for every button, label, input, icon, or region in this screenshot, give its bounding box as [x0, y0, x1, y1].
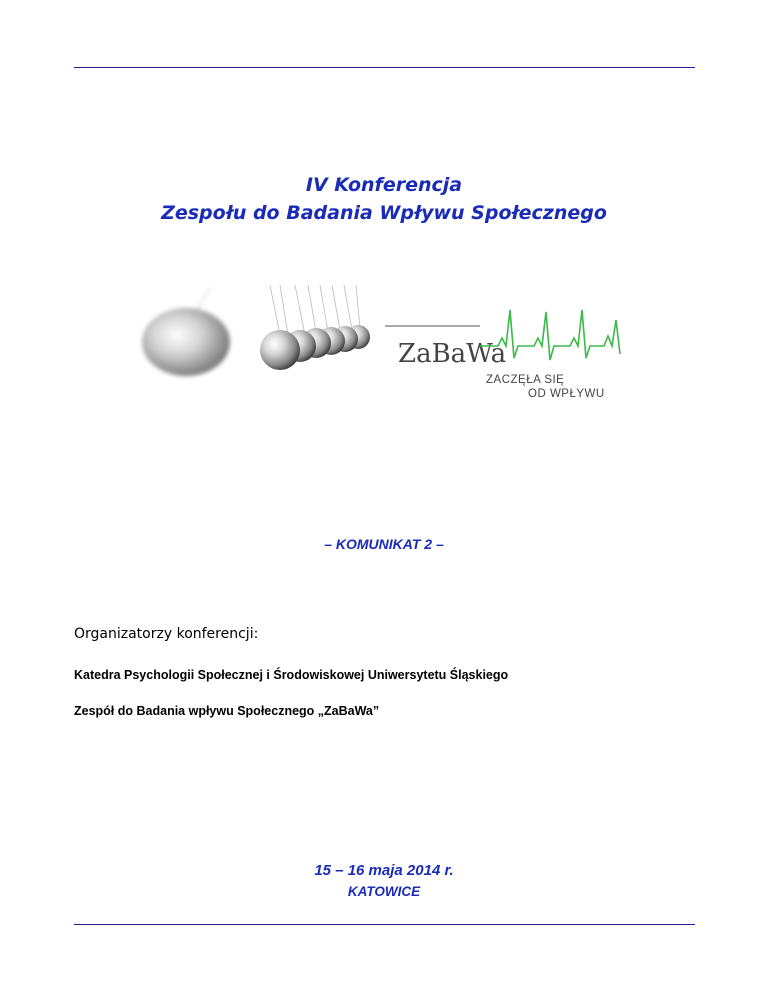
newtons-cradle-icon: [260, 285, 370, 370]
svg-text:ZACZĘŁA SIĘ: ZACZĘŁA SIĘ: [486, 374, 565, 386]
page-title-line1: IV Konferencja: [305, 174, 463, 196]
swinging-ball-icon: [142, 288, 230, 376]
conference-city: KATOWICE: [347, 884, 421, 899]
svg-text:ZaBaWa: ZaBaWa: [398, 339, 507, 369]
conference-logo: [130, 280, 630, 400]
organizer-item: Katedra Psychologii Społecznej i Środowiskowej Uniwersytetu Śląskiego: [74, 668, 509, 682]
svg-text:OD WPŁYWU: OD WPŁYWU: [528, 388, 605, 400]
communication-number: – KOMUNIKAT 2 –: [324, 536, 444, 552]
page-title-line2: Zespołu do Badania Wpływu Społecznego: [161, 202, 607, 224]
organizers-label: Organizatorzy konferencji:: [74, 626, 259, 642]
bottom-divider: [74, 924, 695, 925]
top-divider: [74, 67, 695, 68]
organizer-item: Zespół do Badania wpływu Społecznego „ZaBaWa”: [74, 704, 380, 718]
conference-date: 15 – 16 maja 2014 r.: [314, 862, 454, 879]
zabawa-wordmark: [385, 310, 620, 400]
